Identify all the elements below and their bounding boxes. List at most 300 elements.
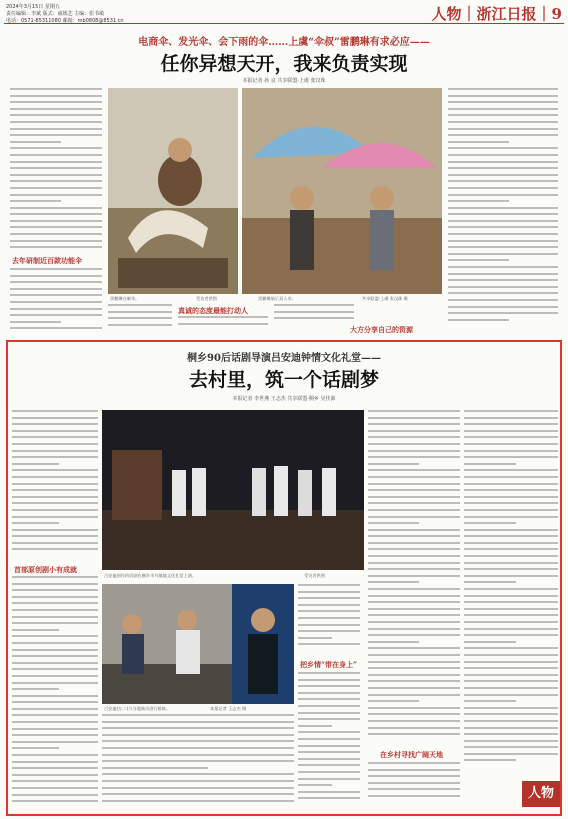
text-line [10,281,102,283]
text-line [12,629,59,631]
text-line [368,568,460,570]
text-line [12,483,98,485]
text-line [368,775,460,777]
text-line [12,417,98,419]
page-title: 人物｜浙江日报｜9 [431,5,562,23]
text-line [368,581,419,583]
text-line [10,246,102,248]
text-line [12,443,98,445]
text-line [464,700,516,702]
text-line [464,628,558,630]
story2-subhead-2: 把乡情“带在身上” [300,660,358,669]
text-line [464,496,558,498]
text-line [12,576,98,578]
text-line [298,698,360,700]
text-line [12,509,98,511]
text-line [464,502,558,504]
text-line [12,662,98,664]
story2-caption-3: 本报记者 王志杰 摄 [210,706,247,711]
text-line [368,795,460,797]
text-line [464,410,558,412]
text-line [12,502,98,504]
text-line [298,764,360,766]
text-line [368,555,460,557]
text-line [448,147,558,149]
story2-photo-portrait [232,584,294,704]
text-line [102,714,294,716]
text-line [10,147,102,149]
story2-text-col-5 [464,410,558,768]
text-line [368,588,460,590]
text-line [464,463,516,465]
text-line [368,443,460,445]
text-line [464,641,516,643]
text-line [298,617,360,619]
text-line [448,141,509,143]
text-line [464,753,558,755]
text-line [464,601,558,603]
text-line [448,108,558,110]
text-line [298,637,332,639]
text-line [368,496,460,498]
text-line [368,667,460,669]
text-line [12,688,59,690]
story2-caption-2: 吕安迪(左二)与当地演员进行排练。 [104,706,171,711]
text-line [464,588,558,590]
text-line [12,529,98,531]
text-line [12,635,98,637]
text-line [464,614,558,616]
text-line [368,720,460,722]
text-line [368,502,460,504]
text-line [464,608,558,610]
text-line [448,134,558,136]
text-line [368,476,460,478]
text-line [108,324,172,326]
text-line [10,108,102,110]
text-line [12,728,98,730]
text-line [464,727,558,729]
text-line [368,423,460,425]
text-line [12,642,98,644]
text-line [102,780,294,782]
text-line [102,721,294,723]
text-line [448,128,558,130]
story2-photo-stage [102,410,364,570]
text-line [10,301,102,303]
text-line [368,674,460,676]
text-line [298,731,360,733]
story2-caption-4: 受访者供图 [304,573,325,578]
story1-caption-2: 受访者供图 [196,296,217,301]
text-line [464,469,558,471]
text-line [368,694,460,696]
text-line [448,213,558,215]
text-line [448,154,558,156]
text-line [298,624,360,626]
text-line [10,200,61,202]
text-line [298,758,360,760]
text-line [448,194,558,196]
text-line [12,423,98,425]
text-line [464,621,558,623]
story2-text-col-4 [368,410,460,746]
text-line [448,279,558,281]
story1-text-col-1b [10,268,102,334]
text-line [298,725,332,727]
text-line [12,754,98,756]
text-line [108,317,172,319]
text-line [102,727,294,729]
story1-text-col-3 [178,316,268,334]
text-line [368,516,460,518]
text-line [448,180,558,182]
text-line [368,727,460,729]
text-line [368,782,460,784]
text-line [12,774,98,776]
text-line [464,581,516,583]
text-line [368,509,460,511]
text-line [298,610,360,612]
text-line [102,740,294,742]
text-line [178,316,268,318]
text-line [368,483,460,485]
text-line [10,128,102,130]
text-line [12,741,98,743]
text-line [448,292,558,294]
text-line [12,589,98,591]
text-line [368,535,460,537]
text-line [448,259,509,261]
text-line [10,233,102,235]
text-line [464,634,558,636]
text-line [464,654,558,656]
text-line [368,680,460,682]
text-line [12,701,98,703]
text-line [448,174,558,176]
text-line [12,516,98,518]
text-line [448,299,558,301]
text-line [298,597,360,599]
story2-kicker: 桐乡90后话剧导演吕安迪钟情文化礼堂—— [187,353,381,364]
text-line [464,456,558,458]
text-line [368,450,460,452]
text-line [368,601,460,603]
text-line [464,516,558,518]
text-line [368,713,460,715]
text-line [10,207,102,209]
text-line [448,246,558,248]
text-line [448,167,558,169]
text-line [274,311,354,313]
text-line [10,134,102,136]
story2-text-col-2b [298,672,360,808]
text-line [12,616,98,618]
story2-text-col-1 [12,410,98,560]
text-line [12,767,98,769]
text-line [10,141,61,143]
story1-caption-4: 共享联盟·上虞 张汉珠 摄 [362,296,408,301]
text-line [12,649,98,651]
text-line [102,793,294,795]
text-line [368,410,460,412]
text-line [464,430,558,432]
text-line [12,410,98,412]
text-line [10,167,102,169]
text-line [298,712,360,714]
text-line [368,529,460,531]
text-line [298,745,360,747]
text-line [464,667,558,669]
story1-photo-right [242,88,442,294]
text-line [10,275,102,277]
text-line [464,720,558,722]
text-line [448,226,558,228]
text-line [298,685,360,687]
section-brand-stamp: 人物 [522,781,560,807]
text-line [368,788,460,790]
text-line [448,207,558,209]
text-line [368,608,460,610]
text-line [464,733,558,735]
story2-subhead-1: 首部原创剧小有成就 [14,565,77,574]
story2-byline: 本报记者 李世燕 王志杰 共享联盟·桐乡 吴佳源 [232,396,336,402]
story1-caption-1: 雷鹏琳在制伞。 [110,296,140,301]
text-line [368,562,460,564]
text-line [368,647,460,649]
text-line [298,630,360,632]
text-line [12,456,98,458]
story1-text-col-4 [274,304,354,324]
text-line [448,286,558,288]
text-line [10,213,102,215]
text-line [10,308,102,310]
text-line [10,154,102,156]
text-line [464,529,558,531]
text-line [464,423,558,425]
text-line [10,268,102,270]
text-line [448,95,558,97]
text-line [298,791,360,793]
contact-line: 电话：0571-85311080 邮箱：mb0808@8531.cn [6,18,124,24]
story2-text-col-1b [12,576,98,808]
text-line [464,575,558,577]
text-line [448,88,558,90]
text-line [448,101,558,103]
text-line [298,738,360,740]
page-header [4,2,564,24]
text-line [464,568,558,570]
text-line [12,780,98,782]
text-line [10,240,102,242]
text-line [448,319,509,321]
text-line [298,778,360,780]
text-line [368,522,419,524]
text-line [448,240,558,242]
text-line [274,304,354,306]
text-line [464,661,558,663]
text-line [10,294,102,296]
text-line [298,751,360,753]
text-line [464,535,558,537]
text-line [464,436,558,438]
story1-text-col-1 [10,88,102,254]
text-line [464,483,558,485]
text-line [12,489,98,491]
text-line [464,647,558,649]
text-line [298,679,360,681]
text-line [298,784,332,786]
text-line [12,714,98,716]
text-line [368,634,460,636]
text-line [448,220,558,222]
text-line [12,496,98,498]
text-line [10,88,102,90]
text-line [10,101,102,103]
text-line [10,288,102,290]
text-line [368,489,460,491]
text-line [10,121,102,123]
text-line [12,535,98,537]
text-line [10,327,102,329]
text-line [368,707,460,709]
text-line [448,114,558,116]
text-line [12,548,98,550]
text-line [10,226,102,228]
text-line [368,456,460,458]
text-line [368,548,460,550]
text-line [448,233,558,235]
text-line [464,595,558,597]
text-line [10,95,102,97]
text-line [102,800,294,802]
text-line [12,596,98,598]
story1-text-col-right [448,88,558,330]
text-line [108,311,172,313]
text-line [448,273,558,275]
text-line [368,463,419,465]
text-line [12,787,98,789]
story1-kicker: 电商伞、发光伞、会下雨的伞……上虞“伞叔”雷鹏琳有求必应—— [138,37,430,48]
text-line [448,121,558,123]
text-line [298,643,360,645]
text-line [178,323,268,325]
story1-subhead-2: 真诚的态度最能打动人 [178,306,248,315]
text-line [464,562,558,564]
story2-text-col-2 [298,584,360,654]
story2-text-col-3 [102,714,294,808]
text-line [12,602,98,604]
text-line [10,180,102,182]
text-line [298,692,360,694]
text-line [12,469,98,471]
text-line [368,661,460,663]
text-line [102,787,294,789]
text-line [368,687,460,689]
text-line [274,317,354,319]
text-line [102,760,294,762]
text-line [298,604,360,606]
text-line [12,622,98,624]
text-line [368,733,460,735]
text-line [368,700,419,702]
text-line [12,609,98,611]
text-line [368,654,460,656]
story2-headline: 去村里，筑一个话剧梦 [188,369,379,391]
text-line [298,591,360,593]
text-line [464,687,558,689]
text-line [368,595,460,597]
text-line [12,450,98,452]
story1-byline: 本报记者 孙 良 共享联盟·上虞 张汉珠 [242,78,326,84]
text-line [10,220,102,222]
text-line [12,721,98,723]
date-line: 2024年3月15日 星期五 [6,4,60,10]
text-line [464,542,558,544]
text-line [12,436,98,438]
text-line [368,621,460,623]
text-line [464,713,558,715]
text-line [12,800,98,802]
text-line [12,476,98,478]
text-line [12,542,98,544]
text-line [12,682,98,684]
text-line [10,114,102,116]
story1-text-col-2 [108,304,172,334]
text-line [102,734,294,736]
text-line [298,718,360,720]
text-line [102,747,294,749]
text-line [12,695,98,697]
text-line [12,583,98,585]
text-line [12,794,98,796]
header-info [6,4,124,25]
story1-photo-left [108,88,238,294]
text-line [12,668,98,670]
text-line [368,542,460,544]
text-line [368,628,460,630]
text-line [464,694,558,696]
text-line [298,584,360,586]
editor-line: 责任编辑：李斌 版式：戚嫣艺 主编：张书敏 [6,11,105,17]
story2-text-col-4b [368,762,460,808]
story1-caption-3: 雷鹏琳展示双人伞。 [258,296,296,301]
text-line [464,746,558,748]
text-line [448,200,509,202]
text-line [12,430,98,432]
story1-subhead-3: 大方分享自己的资源 [350,325,413,334]
text-line [464,450,558,452]
text-line [102,773,294,775]
text-line [12,463,59,465]
story1-headline: 任你异想天开，我来负责实现 [160,53,408,75]
text-line [448,306,558,308]
story2-caption-1: 吕安迪创作的话剧在桐乡市乌镇镇文化礼堂上演。 [104,573,197,578]
text-line [464,680,558,682]
text-line [102,754,294,756]
text-line [448,187,558,189]
text-line [464,417,558,419]
text-line [298,771,360,773]
text-line [368,762,460,764]
text-line [10,161,102,163]
text-line [464,522,516,524]
text-line [368,641,419,643]
text-line [368,614,460,616]
text-line [464,489,558,491]
text-line [368,430,460,432]
text-line [298,672,360,674]
